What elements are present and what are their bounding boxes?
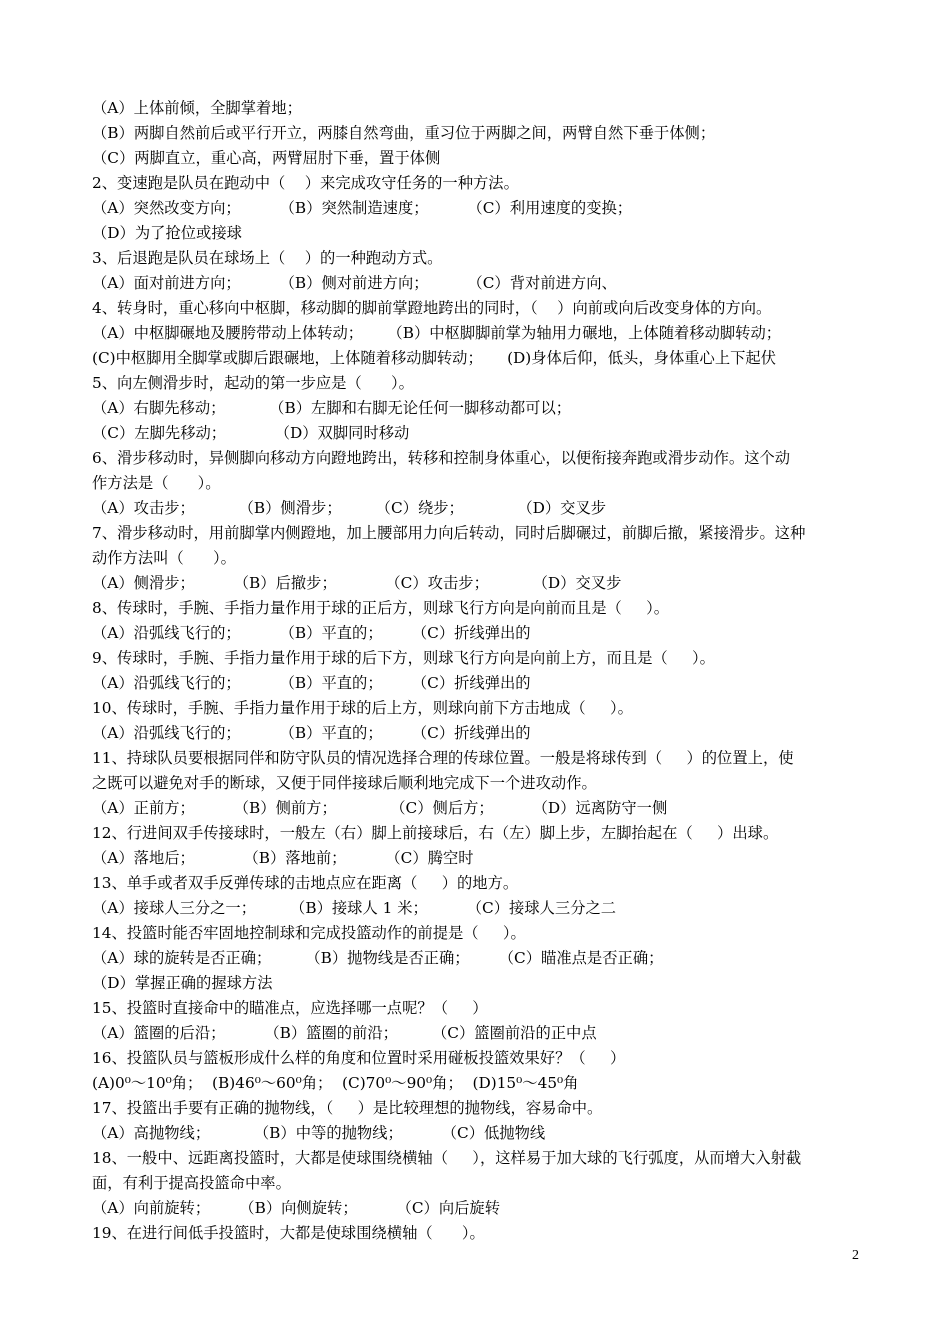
text-line-20: （A）侧滑步； （B）后撤步； （C）攻击步； （D）交叉步 xyxy=(92,574,622,592)
text-line-11: (C)中枢脚用全脚掌或脚后跟碾地，上体随着移动脚转动； (D)身体后仰，低头，身体重心上下起伏 xyxy=(92,349,777,367)
text-line-8: （A）面对前进方向； （B）侧对前进方向； （C）背对前进方向、 xyxy=(92,274,617,292)
question-7: 7、滑步移动时，用前脚掌内侧蹬地，加上腰部用力向后转动，同时后脚碾过，前脚后撤，紧接滑步。这种 xyxy=(92,524,806,542)
question-2: 2、变速跑是队员在跑动中（ ）来完成攻守任务的一种方法。 xyxy=(92,174,519,192)
text-line-19: 动作方法叫（ ）。 xyxy=(92,549,236,567)
question-12: 12、行进间双手传接球时，一般左（右）脚上前接球后，右（左）脚上步，左脚抬起在（ ）出球。 xyxy=(92,824,779,842)
text-line-17: （A）攻击步； （B）侧滑步； （C）绕步； （D）交叉步 xyxy=(92,499,607,517)
question-16: 16、投篮队员与篮板形成什么样的角度和位置时采用碰板投篮效果好？（ ） xyxy=(92,1049,626,1067)
text-line-24: （A）沿弧线飞行的； （B）平直的； （C）折线弹出的 xyxy=(92,674,531,692)
question-6: 6、滑步移动时，异侧脚向移动方向蹬地跨出，转移和控制身体重心，以便衔接奔跑或滑步动作。这个动 xyxy=(92,449,791,467)
page-number: 2 xyxy=(852,1248,859,1263)
text-line-16: 作方法是（ ）。 xyxy=(92,474,221,492)
question-15: 15、投篮时直接命中的瞄准点，应选择哪一点呢？（ ） xyxy=(92,999,488,1017)
question-14: 14、投篮时能否牢固地控制球和完成投篮动作的前提是（ ）。 xyxy=(92,924,526,942)
text-line-42: （A）高抛物线； （B）中等的抛物线； （C）低抛物线 xyxy=(92,1124,546,1142)
text-line-31: （A）落地后； （B）落地前； （C）腾空时 xyxy=(92,849,474,867)
text-line-2: （B）两脚自然前后或平行开立，两膝自然弯曲，重习位于两脚之间，两臂自然下垂于体侧； xyxy=(92,124,716,142)
text-line-36: （D）掌握正确的握球方法 xyxy=(92,974,273,992)
question-5: 5、向左侧滑步时，起动的第一步应是（ ）。 xyxy=(92,374,414,392)
question-13: 13、单手或者双手反弹传球的击地点应在距离（ ）的地方。 xyxy=(92,874,519,892)
question-3: 3、后退跑是队员在球场上（ ）的一种跑动方式。 xyxy=(92,249,443,267)
text-line-13: （A）右脚先移动； （B）左脚和右脚无论任何一脚移动都可以； xyxy=(92,399,572,417)
text-line-35: （A）球的旋转是否正确； （B）抛物线是否正确； （C）瞄准点是否正确； xyxy=(92,949,664,967)
text-line-26: （A）沿弧线飞行的； （B）平直的； （C）折线弹出的 xyxy=(92,724,531,742)
question-17: 17、投篮出手要有正确的抛物线，（ ）是比较理想的抛物线，容易命中。 xyxy=(92,1099,603,1117)
text-line-44: 面，有利于提高投篮命中率。 xyxy=(92,1174,291,1192)
question-9: 9、传球时，手腕、手指力量作用于球的后下方，则球飞行方向是向前上方，而且是（ ）。 xyxy=(92,649,715,667)
question-8: 8、传球时，手腕、手指力量作用于球的正后方，则球飞行方向是向前而且是（ ）。 xyxy=(92,599,670,617)
text-line-28: 之既可以避免对手的断球，又便于同伴接球后顺利地完成下一个进攻动作。 xyxy=(92,774,597,792)
question-4: 4、转身时，重心移向中枢脚，移动脚的脚前掌蹬地跨出的同时，（ ）向前或向后改变身体的方向。 xyxy=(92,299,772,317)
text-line-5: （A）突然改变方向； （B）突然制造速度； （C）利用速度的变换； xyxy=(92,199,633,217)
text-line-29: （A）正前方； （B）侧前方； （C）侧后方； （D）远离防守一侧 xyxy=(92,799,668,817)
text-line-40: (A)0⁰～10⁰角； (B)46⁰～60⁰角； (C)70⁰～90⁰角； (D)15⁰～45⁰角 xyxy=(92,1074,579,1092)
text-line-6: （D）为了抢位或接球 xyxy=(92,224,242,242)
text-line-22: （A）沿弧线飞行的； （B）平直的； （C）折线弹出的 xyxy=(92,624,531,642)
text-line-14: （C）左脚先移动； （D）双脚同时移动 xyxy=(92,424,410,442)
question-19: 19、在进行间低手投篮时，大都是使球围绕横轴（ ）。 xyxy=(92,1224,485,1242)
text-line-10: （A）中枢脚碾地及腰胯带动上体转动； （B）中枢脚脚前掌为轴用力碾地，上体随着移动脚转动； xyxy=(92,324,782,342)
document-body xyxy=(92,96,872,1246)
text-line-38: （A）篮圈的后沿； （B）篮圈的前沿； （C）篮圈前沿的正中点 xyxy=(92,1024,597,1042)
text-line-45: （A）向前旋转； （B）向侧旋转； （C）向后旋转 xyxy=(92,1199,501,1217)
text-line-3: （C）两脚直立，重心高，两臂屈肘下垂，置于体侧 xyxy=(92,149,441,167)
question-10: 10、传球时，手腕、手指力量作用于球的后上方，则球向前下方击地成（ ）。 xyxy=(92,699,633,717)
question-11: 11、持球队员要根据同伴和防守队员的情况选择合理的传球位置。一般是将球传到（ ）的位置上，使 xyxy=(92,749,794,767)
text-line-1: （A）上体前倾，全脚掌着地； xyxy=(92,99,302,117)
question-18: 18、一般中、远距离投篮时，大都是使球围绕横轴（ ），这样易于加大球的飞行弧度，从而增大入射截 xyxy=(92,1149,802,1167)
text-line-33: （A）接球人三分之一； （B）接球人 1 米； （C）接球人三分之二 xyxy=(92,899,617,917)
